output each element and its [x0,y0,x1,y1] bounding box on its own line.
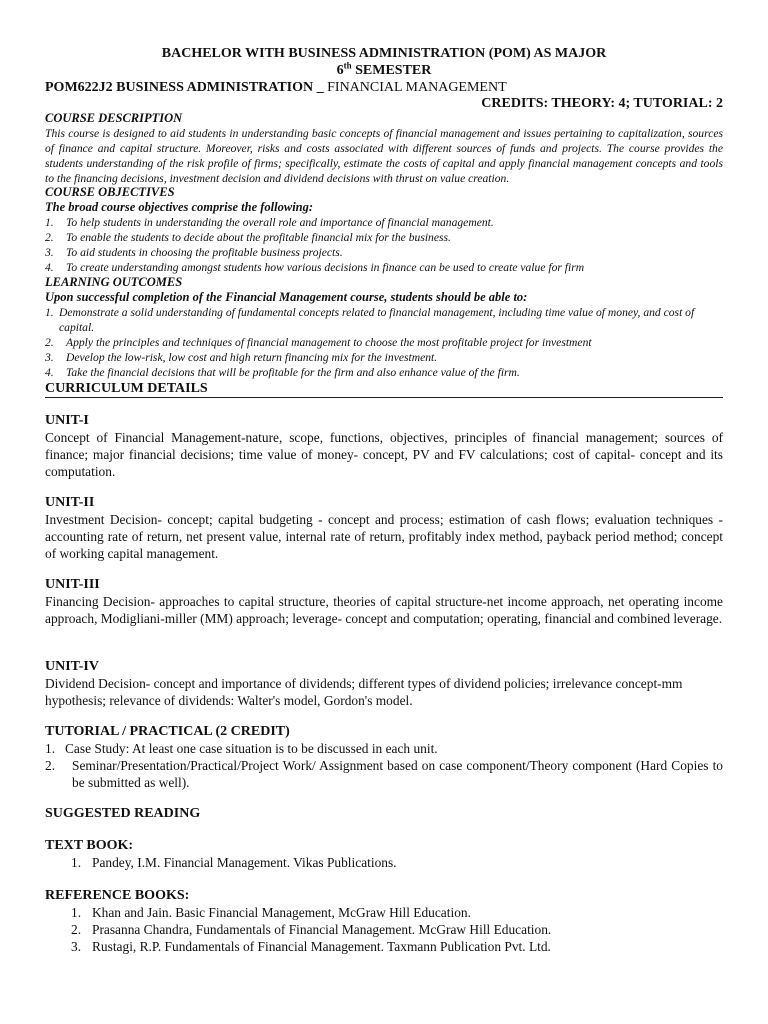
semester-number: 6 [336,63,344,78]
list-item: 2. Seminar/Presentation/Practical/Project Work/ Assignment based on case component/Theory component (Hard Copies to be submitted as well). [45,758,723,790]
list-item: 4. To create understanding amongst students how various decisions in finance can be used to create value for firm [45,261,585,274]
course-code: POM622J2 BUSINESS ADMINISTRATION _ [45,80,324,95]
unit-4-text: Dividend Decision- concept and importance of dividends; different types of dividend policies; irrelevance concept-mm hypothesis; relevance of dividends: Walter's model, Gordon's model. [45,676,683,708]
program-title: BACHELOR WITH BUSINESS ADMINISTRATION (POM) AS MAJOR [161,46,607,61]
course-objectives-list [45,215,723,275]
learning-outcomes-intro: Upon successful completion of the Financial Management course, students should be able to: [45,290,528,304]
list-item: 2. Prasanna Chandra, Fundamentals of Financial Management. McGraw Hill Education. [71,922,552,937]
tutorial-list [45,740,723,791]
course-title-line [45,79,723,96]
semester-suffix: th [343,60,352,71]
list-item: 4. Take the financial decisions that will be profitable for the firm and also enhance value of the firm. [45,366,520,379]
list-item: 3. To aid students in choosing the profitable business projects. [45,246,343,259]
curriculum-heading: CURRICULUM DETAILS [45,381,208,396]
credits-line: CREDITS: THEORY: 4; TUTORIAL: 2 [481,96,723,111]
list-item: 1. Demonstrate a solid understanding of fundamental concepts related to financial management, including time value of money, and cost of capital. [45,306,695,334]
unit-4-title: UNIT-IV [45,659,99,674]
reference-books-list [45,904,723,955]
learning-outcomes-heading: LEARNING OUTCOMES [45,275,183,289]
unit-1-title: UNIT-I [45,413,89,428]
list-item: 1. Case Study: At least one case situation is to be discussed in each unit. [45,741,438,756]
list-item: 1. To help students in understanding the overall role and importance of financial management. [45,216,494,229]
list-item: 2. Apply the principles and techniques of financial management to choose the most profitable project for investment [45,336,592,349]
reference-books-heading: REFERENCE BOOKS: [45,888,190,903]
list-item: 2. To enable the students to decide about the profitable financial mix for the business. [45,231,451,244]
semester-line [45,62,723,79]
divider [45,397,723,398]
suggested-reading-heading: SUGGESTED READING [45,806,201,821]
textbook-list [45,854,723,871]
list-item: 3. Develop the low-risk, low cost and high return financing mix for the investment. [45,351,438,364]
semester-word: SEMESTER [355,63,432,78]
course-objectives-intro: The broad course objectives comprise the following: [45,200,314,214]
list-item: 3. Rustagi, R.P. Fundamentals of Financial Management. Taxmann Publication Pvt. Ltd. [71,939,551,954]
textbook-heading: TEXT BOOK: [45,838,134,853]
list-item: 1. Khan and Jain. Basic Financial Management, McGraw Hill Education. [71,905,471,920]
course-description-heading: COURSE DESCRIPTION [45,111,183,125]
course-description-text: This course is designed to aid students in understanding basic concepts of financial management and issues pertaining to capitalization, sources of finance and capital structure. Moreover, risks and costs associated with different sources of funds and projects. The course provides the students understanding of the risk profile of firms; specifically, estimate the costs of capital and apply financial management concepts and tools to the financing decisions, investment decision and dividend decisions with thrust on value creation. [45,127,723,185]
unit-2-title: UNIT-II [45,495,95,510]
unit-3-text: Financing Decision- approaches to capital structure, theories of capital structure-net income approach, net operating income approach, Modigliani-miller (MM) approach; leverage- concept and computation; operating, financial and combined leverage. [45,594,723,626]
learning-outcomes-list [45,305,723,380]
course-name: FINANCIAL MANAGEMENT [327,80,507,95]
unit-2-text: Investment Decision- concept; capital budgeting - concept and process; estimation of cash flows; evaluation techniques - accounting rate of return, net present value, internal rate of return, profitably index method, payback period method; concept of working capital management. [45,512,723,561]
unit-3-title: UNIT-III [45,577,100,592]
course-objectives-heading: COURSE OBJECTIVES [45,185,175,199]
unit-1-text: Concept of Financial Management-nature, scope, functions, objectives, principles of financial management; sources of finance; major financial decisions; time value of money- concept, PV and FV calculations; cost of capital- concept and its computation. [45,430,723,479]
list-item: 1. Pandey, I.M. Financial Management. Vikas Publications. [71,855,397,870]
tutorial-heading: TUTORIAL / PRACTICAL (2 CREDIT) [45,724,290,739]
